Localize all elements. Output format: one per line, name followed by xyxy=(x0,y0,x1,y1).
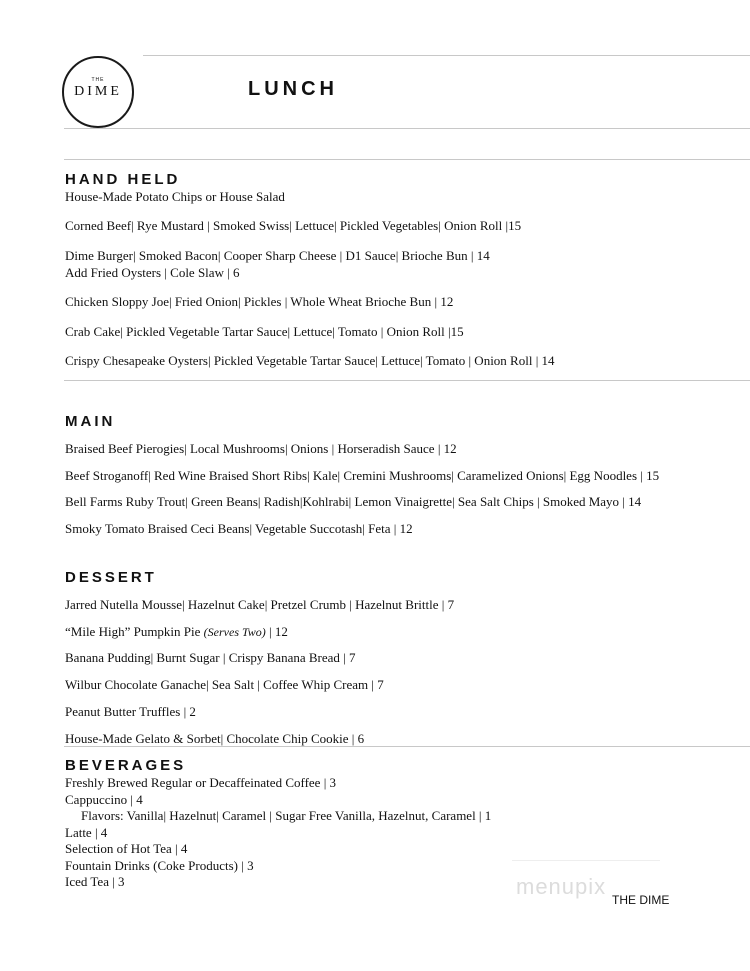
menu-item: House-Made Gelato & Sorbet| Chocolate Chip Cookie | 6 xyxy=(65,731,365,746)
menu-item-name: “Mile High” Pumpkin Pie xyxy=(65,624,201,639)
menu-item-addon: Add Fried Oysters | Cole Slaw | 6 xyxy=(65,265,240,280)
section-title-main: MAIN xyxy=(65,413,116,430)
menu-item: Chicken Sloppy Joe| Fried Onion| Pickles | Whole Wheat Brioche Bun | 12 xyxy=(65,294,454,309)
menu-item: Freshly Brewed Regular or Decaffeinated Coffee | 3 xyxy=(65,775,337,790)
menu-item: Crab Cake| Pickled Vegetable Tartar Sauce| Lettuce| Tomato | Onion Roll |15 xyxy=(65,324,464,339)
the-dime-logo xyxy=(62,56,134,128)
watermark-restaurant: THE DIME xyxy=(612,893,670,907)
menu-item: Beef Stroganoff| Red Wine Braised Short Ribs| Kale| Cremini Mushrooms| Caramelized Onions| Egg Noodles | 15 xyxy=(65,468,660,483)
menu-item: Corned Beef| Rye Mustard | Smoked Swiss| Lettuce| Pickled Vegetables| Onion Roll |15 xyxy=(65,218,522,233)
section-subtitle: House-Made Potato Chips or House Salad xyxy=(65,189,285,204)
menu-item: Peanut Butter Truffles | 2 xyxy=(65,704,196,719)
logo-name: DIME xyxy=(74,84,122,99)
section-divider xyxy=(64,159,750,160)
section-title-beverages: BEVERAGES xyxy=(65,757,187,774)
menu-item-note: (Serves Two) xyxy=(203,625,266,639)
logo-small-text: THE xyxy=(91,77,105,83)
menu-item: Braised Beef Pierogies| Local Mushrooms| Onions | Horseradish Sauce | 12 xyxy=(65,441,457,456)
section-divider xyxy=(64,746,750,747)
menu-item-pumpkin-pie xyxy=(65,624,288,640)
menu-item: Latte | 4 xyxy=(65,825,108,840)
menu-item-flavors: Flavors: Vanilla| Hazelnut| Caramel | Sugar Free Vanilla, Hazelnut, Caramel | 1 xyxy=(81,808,492,823)
menu-item: Wilbur Chocolate Ganache| Sea Salt | Coffee Whip Cream | 7 xyxy=(65,677,384,692)
page-title: LUNCH xyxy=(248,78,338,100)
section-title-dessert: DESSERT xyxy=(65,569,157,586)
menu-item: Selection of Hot Tea | 4 xyxy=(65,841,188,856)
menu-item: Bell Farms Ruby Trout| Green Beans| Radish|Kohlrabi| Lemon Vinaigrette| Sea Salt Chips | Smoked Mayo | 14 xyxy=(65,494,642,509)
header-bottom-rule xyxy=(64,128,750,129)
header-top-rule xyxy=(143,55,750,56)
menu-item: Iced Tea | 3 xyxy=(65,874,125,889)
menu-item: Jarred Nutella Mousse| Hazelnut Cake| Pretzel Crumb | Hazelnut Brittle | 7 xyxy=(65,597,455,612)
menu-item: Banana Pudding| Burnt Sugar | Crispy Banana Bread | 7 xyxy=(65,650,356,665)
menu-item: Crispy Chesapeake Oysters| Pickled Vegetable Tartar Sauce| Lettuce| Tomato | Onion Roll | 14 xyxy=(65,353,555,368)
section-title-hand-held: HAND HELD xyxy=(65,171,181,188)
menu-item: Dime Burger| Smoked Bacon| Cooper Sharp Cheese | D1 Sauce| Brioche Bun | 14 xyxy=(65,248,490,263)
watermark-brand: menupix xyxy=(516,874,607,899)
menu-item-price: | 12 xyxy=(269,624,288,639)
section-divider xyxy=(64,380,750,381)
menu-item: Cappuccino | 4 xyxy=(65,792,143,807)
watermark-rule xyxy=(512,860,660,861)
menu-item: Fountain Drinks (Coke Products) | 3 xyxy=(65,858,254,873)
menu-item: Smoky Tomato Braised Ceci Beans| Vegetable Succotash| Feta | 12 xyxy=(65,521,413,536)
